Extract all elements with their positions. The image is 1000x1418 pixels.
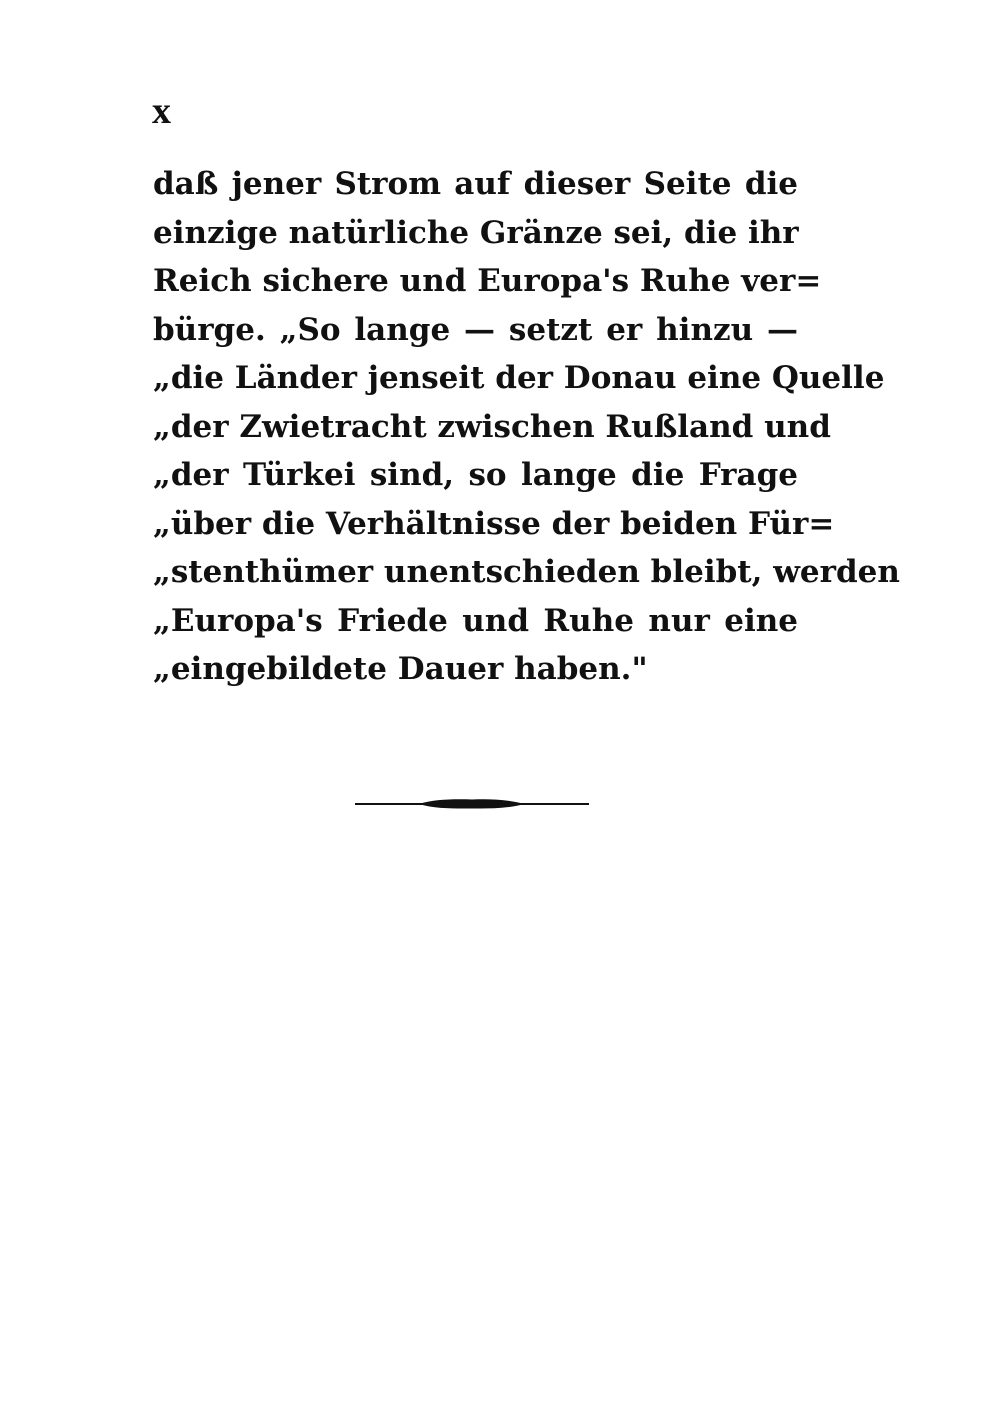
text-line: „Europa's Friede und Ruhe nur eine <box>153 602 798 639</box>
text-line: Reich sichere und Europa's Ruhe ver= <box>153 263 822 299</box>
body-text <box>153 160 900 694</box>
text-line: daß jener Strom auf dieser Seite die <box>153 166 798 202</box>
text-line: „eingebildete Dauer haben." <box>153 651 648 687</box>
page-number: x <box>152 90 171 132</box>
text-line: bürge. „So lange — setzt er hinzu — <box>153 311 798 348</box>
section-divider <box>355 796 589 812</box>
text-line: einzige natürliche Gränze sei, die ihr <box>153 214 799 251</box>
text-line: „der Zwietracht zwischen Rußland und <box>153 408 831 445</box>
text-line: „die Länder jenseit der Donau eine Quelle <box>153 360 885 396</box>
text-line: „stenthümer unentschieden bleibt, werden <box>153 554 900 590</box>
text-line: „über die Verhältnisse der beiden Für= <box>153 505 835 542</box>
text-line: „der Türkei sind, so lange die Frage <box>153 457 798 493</box>
